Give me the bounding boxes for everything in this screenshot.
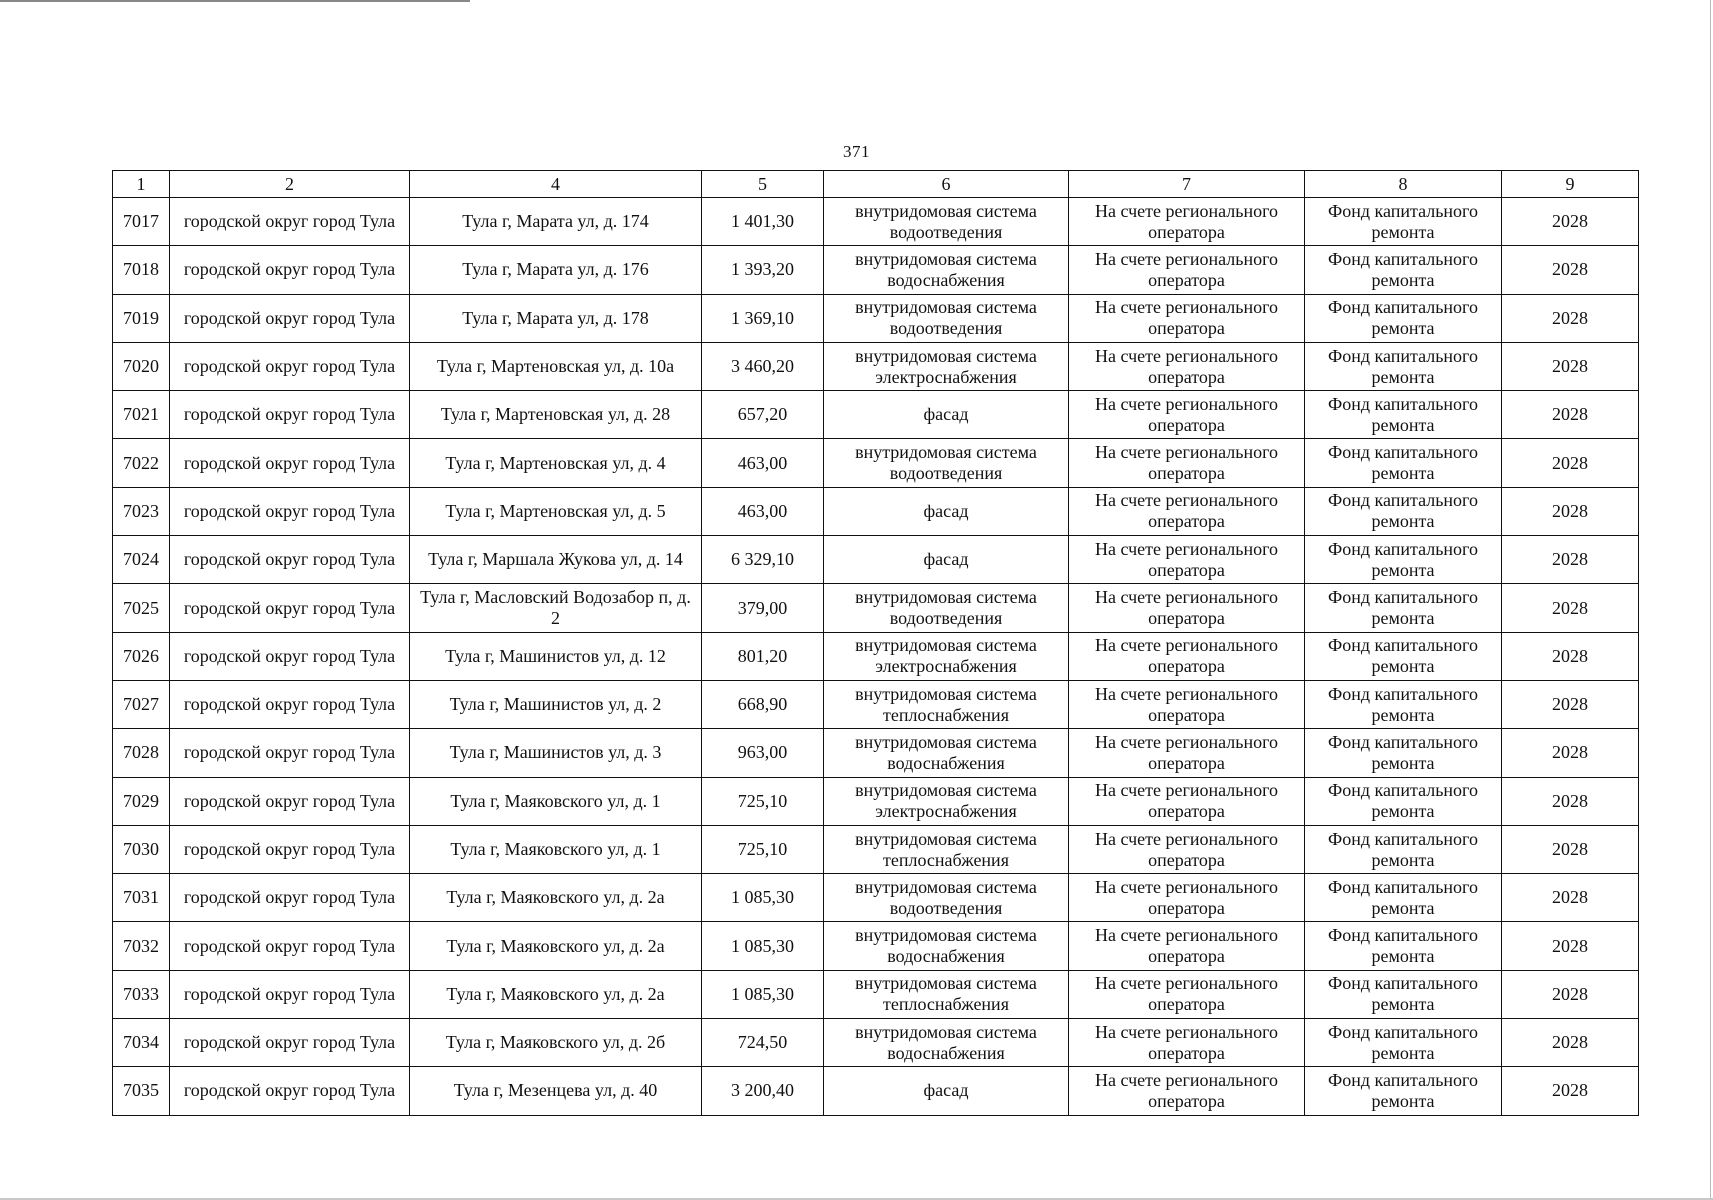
row-number-cell: 7028 (113, 729, 170, 777)
municipality-cell: городской округ город Тула (170, 391, 410, 439)
table-row (113, 970, 1639, 1018)
table-row (113, 487, 1639, 535)
column-header-2: 2 (170, 171, 410, 198)
total-area-cell: 801,20 (702, 632, 824, 680)
total-area-cell: 725,10 (702, 825, 824, 873)
table-header-row (113, 171, 1639, 198)
funding-source-cell: Фонд капитального ремонта (1305, 777, 1502, 825)
repair-work-type-cell: внутридомовая система водоотведения (824, 874, 1069, 922)
funding-method-cell: На счете регионального оператора (1069, 729, 1305, 777)
row-number-cell: 7018 (113, 246, 170, 294)
funding-method-cell: На счете регионального оператора (1069, 777, 1305, 825)
row-number-cell: 7026 (113, 632, 170, 680)
funding-method-cell: На счете регионального оператора (1069, 294, 1305, 342)
repair-work-type-cell: внутридомовая система электроснабжения (824, 777, 1069, 825)
repair-work-type-cell: внутридомовая система водоотведения (824, 584, 1069, 632)
funding-method-cell: На счете регионального оператора (1069, 632, 1305, 680)
address-cell: Тула г, Масловский Водозабор п, д. 2 (410, 584, 702, 632)
row-number-cell: 7022 (113, 439, 170, 487)
municipality-cell: городской округ город Тула (170, 584, 410, 632)
table-row (113, 536, 1639, 584)
address-cell: Тула г, Марата ул, д. 176 (410, 246, 702, 294)
table-row (113, 632, 1639, 680)
repair-work-type-cell: внутридомовая система водоотведения (824, 198, 1069, 246)
table-row (113, 391, 1639, 439)
address-cell: Тула г, Марата ул, д. 178 (410, 294, 702, 342)
repair-work-type-cell: внутридомовая система водоотведения (824, 439, 1069, 487)
repair-work-type-cell: фасад (824, 487, 1069, 535)
repair-work-type-cell: фасад (824, 1067, 1069, 1115)
row-number-cell: 7029 (113, 777, 170, 825)
row-number-cell: 7025 (113, 584, 170, 632)
table-row (113, 198, 1639, 246)
table-row (113, 825, 1639, 873)
address-cell: Тула г, Мартеновская ул, д. 4 (410, 439, 702, 487)
planned-year-cell: 2028 (1502, 825, 1639, 873)
total-area-cell: 668,90 (702, 680, 824, 728)
funding-method-cell: На счете регионального оператора (1069, 922, 1305, 970)
column-header-1: 1 (113, 171, 170, 198)
funding-method-cell: На счете регионального оператора (1069, 825, 1305, 873)
address-cell: Тула г, Мартеновская ул, д. 28 (410, 391, 702, 439)
address-cell: Тула г, Маршала Жукова ул, д. 14 (410, 536, 702, 584)
municipality-cell: городской округ город Тула (170, 825, 410, 873)
column-header-6: 6 (824, 171, 1069, 198)
table-row (113, 342, 1639, 390)
total-area-cell: 724,50 (702, 1019, 824, 1067)
funding-method-cell: На счете регионального оператора (1069, 874, 1305, 922)
municipality-cell: городской округ город Тула (170, 246, 410, 294)
scan-edge-right (1710, 0, 1711, 1200)
column-header-8: 8 (1305, 171, 1502, 198)
municipality-cell: городской округ город Тула (170, 777, 410, 825)
total-area-cell: 3 460,20 (702, 342, 824, 390)
table-body (113, 198, 1639, 1116)
total-area-cell: 1 085,30 (702, 970, 824, 1018)
municipality-cell: городской округ город Тула (170, 970, 410, 1018)
total-area-cell: 3 200,40 (702, 1067, 824, 1115)
municipality-cell: городской округ город Тула (170, 632, 410, 680)
total-area-cell: 463,00 (702, 487, 824, 535)
total-area-cell: 1 393,20 (702, 246, 824, 294)
repair-work-type-cell: внутридомовая система теплоснабжения (824, 970, 1069, 1018)
funding-source-cell: Фонд капитального ремонта (1305, 874, 1502, 922)
address-cell: Тула г, Мезенцева ул, д. 40 (410, 1067, 702, 1115)
planned-year-cell: 2028 (1502, 342, 1639, 390)
table-row (113, 584, 1639, 632)
repair-work-type-cell: внутридомовая система водоотведения (824, 294, 1069, 342)
capital-repair-table (112, 170, 1639, 1116)
funding-source-cell: Фонд капитального ремонта (1305, 922, 1502, 970)
planned-year-cell: 2028 (1502, 439, 1639, 487)
table-row (113, 874, 1639, 922)
table-row (113, 777, 1639, 825)
address-cell: Тула г, Мартеновская ул, д. 5 (410, 487, 702, 535)
row-number-cell: 7031 (113, 874, 170, 922)
row-number-cell: 7034 (113, 1019, 170, 1067)
planned-year-cell: 2028 (1502, 391, 1639, 439)
address-cell: Тула г, Машинистов ул, д. 3 (410, 729, 702, 777)
table-row (113, 1019, 1639, 1067)
funding-source-cell: Фонд капитального ремонта (1305, 391, 1502, 439)
funding-method-cell: На счете регионального оператора (1069, 246, 1305, 294)
planned-year-cell: 2028 (1502, 536, 1639, 584)
address-cell: Тула г, Маяковского ул, д. 1 (410, 777, 702, 825)
funding-source-cell: Фонд капитального ремонта (1305, 536, 1502, 584)
repair-work-type-cell: внутридомовая система электроснабжения (824, 632, 1069, 680)
municipality-cell: городской округ город Тула (170, 680, 410, 728)
funding-method-cell: На счете регионального оператора (1069, 1019, 1305, 1067)
funding-source-cell: Фонд капитального ремонта (1305, 970, 1502, 1018)
address-cell: Тула г, Маяковского ул, д. 2а (410, 922, 702, 970)
column-header-7: 7 (1069, 171, 1305, 198)
funding-method-cell: На счете регионального оператора (1069, 970, 1305, 1018)
funding-source-cell: Фонд капитального ремонта (1305, 1019, 1502, 1067)
column-header-9: 9 (1502, 171, 1639, 198)
funding-source-cell: Фонд капитального ремонта (1305, 198, 1502, 246)
address-cell: Тула г, Мартеновская ул, д. 10а (410, 342, 702, 390)
repair-work-type-cell: внутридомовая система электроснабжения (824, 342, 1069, 390)
page-number: 371 (843, 142, 870, 161)
planned-year-cell: 2028 (1502, 680, 1639, 728)
municipality-cell: городской округ город Тула (170, 874, 410, 922)
row-number-cell: 7024 (113, 536, 170, 584)
table-row (113, 922, 1639, 970)
repair-work-type-cell: внутридомовая система водоснабжения (824, 246, 1069, 294)
address-cell: Тула г, Марата ул, д. 174 (410, 198, 702, 246)
row-number-cell: 7033 (113, 970, 170, 1018)
planned-year-cell: 2028 (1502, 584, 1639, 632)
municipality-cell: городской округ город Тула (170, 1019, 410, 1067)
funding-source-cell: Фонд капитального ремонта (1305, 632, 1502, 680)
planned-year-cell: 2028 (1502, 632, 1639, 680)
municipality-cell: городской округ город Тула (170, 342, 410, 390)
total-area-cell: 1 085,30 (702, 874, 824, 922)
funding-source-cell: Фонд капитального ремонта (1305, 584, 1502, 632)
scan-edge-top (0, 0, 470, 2)
row-number-cell: 7020 (113, 342, 170, 390)
municipality-cell: городской округ город Тула (170, 294, 410, 342)
column-header-4: 4 (410, 171, 702, 198)
address-cell: Тула г, Машинистов ул, д. 12 (410, 632, 702, 680)
funding-source-cell: Фонд капитального ремонта (1305, 1067, 1502, 1115)
funding-source-cell: Фонд капитального ремонта (1305, 825, 1502, 873)
funding-method-cell: На счете регионального оператора (1069, 487, 1305, 535)
row-number-cell: 7023 (113, 487, 170, 535)
funding-source-cell: Фонд капитального ремонта (1305, 246, 1502, 294)
address-cell: Тула г, Маяковского ул, д. 2а (410, 970, 702, 1018)
table-row (113, 1067, 1639, 1115)
planned-year-cell: 2028 (1502, 970, 1639, 1018)
funding-method-cell: На счете регионального оператора (1069, 536, 1305, 584)
municipality-cell: городской округ город Тула (170, 1067, 410, 1115)
municipality-cell: городской округ город Тула (170, 922, 410, 970)
planned-year-cell: 2028 (1502, 487, 1639, 535)
repair-work-type-cell: фасад (824, 536, 1069, 584)
total-area-cell: 1 401,30 (702, 198, 824, 246)
repair-work-type-cell: фасад (824, 391, 1069, 439)
table-row (113, 439, 1639, 487)
address-cell: Тула г, Машинистов ул, д. 2 (410, 680, 702, 728)
row-number-cell: 7032 (113, 922, 170, 970)
funding-source-cell: Фонд капитального ремонта (1305, 439, 1502, 487)
funding-source-cell: Фонд капитального ремонта (1305, 729, 1502, 777)
planned-year-cell: 2028 (1502, 777, 1639, 825)
municipality-cell: городской округ город Тула (170, 198, 410, 246)
planned-year-cell: 2028 (1502, 1067, 1639, 1115)
table-row (113, 246, 1639, 294)
repair-work-type-cell: внутридомовая система теплоснабжения (824, 825, 1069, 873)
municipality-cell: городской округ город Тула (170, 729, 410, 777)
funding-method-cell: На счете регионального оператора (1069, 198, 1305, 246)
planned-year-cell: 2028 (1502, 874, 1639, 922)
funding-source-cell: Фонд капитального ремонта (1305, 487, 1502, 535)
total-area-cell: 657,20 (702, 391, 824, 439)
planned-year-cell: 2028 (1502, 729, 1639, 777)
total-area-cell: 1 369,10 (702, 294, 824, 342)
funding-method-cell: На счете регионального оператора (1069, 584, 1305, 632)
row-number-cell: 7019 (113, 294, 170, 342)
municipality-cell: городской округ город Тула (170, 439, 410, 487)
funding-method-cell: На счете регионального оператора (1069, 680, 1305, 728)
repair-work-type-cell: внутридомовая система теплоснабжения (824, 680, 1069, 728)
planned-year-cell: 2028 (1502, 1019, 1639, 1067)
total-area-cell: 379,00 (702, 584, 824, 632)
column-header-5: 5 (702, 171, 824, 198)
repair-work-type-cell: внутридомовая система водоснабжения (824, 922, 1069, 970)
planned-year-cell: 2028 (1502, 246, 1639, 294)
funding-method-cell: На счете регионального оператора (1069, 1067, 1305, 1115)
total-area-cell: 463,00 (702, 439, 824, 487)
table-row (113, 294, 1639, 342)
address-cell: Тула г, Маяковского ул, д. 2а (410, 874, 702, 922)
address-cell: Тула г, Маяковского ул, д. 1 (410, 825, 702, 873)
municipality-cell: городской округ город Тула (170, 487, 410, 535)
total-area-cell: 6 329,10 (702, 536, 824, 584)
address-cell: Тула г, Маяковского ул, д. 2б (410, 1019, 702, 1067)
repair-work-type-cell: внутридомовая система водоснабжения (824, 729, 1069, 777)
row-number-cell: 7027 (113, 680, 170, 728)
funding-source-cell: Фонд капитального ремонта (1305, 342, 1502, 390)
row-number-cell: 7035 (113, 1067, 170, 1115)
total-area-cell: 963,00 (702, 729, 824, 777)
planned-year-cell: 2028 (1502, 294, 1639, 342)
planned-year-cell: 2028 (1502, 922, 1639, 970)
repair-work-type-cell: внутридомовая система водоснабжения (824, 1019, 1069, 1067)
planned-year-cell: 2028 (1502, 198, 1639, 246)
table-row (113, 680, 1639, 728)
row-number-cell: 7030 (113, 825, 170, 873)
row-number-cell: 7021 (113, 391, 170, 439)
funding-source-cell: Фонд капитального ремонта (1305, 294, 1502, 342)
funding-method-cell: На счете регионального оператора (1069, 391, 1305, 439)
funding-method-cell: На счете регионального оператора (1069, 439, 1305, 487)
municipality-cell: городской округ город Тула (170, 536, 410, 584)
funding-method-cell: На счете регионального оператора (1069, 342, 1305, 390)
total-area-cell: 725,10 (702, 777, 824, 825)
funding-source-cell: Фонд капитального ремонта (1305, 680, 1502, 728)
total-area-cell: 1 085,30 (702, 922, 824, 970)
row-number-cell: 7017 (113, 198, 170, 246)
table-row (113, 729, 1639, 777)
